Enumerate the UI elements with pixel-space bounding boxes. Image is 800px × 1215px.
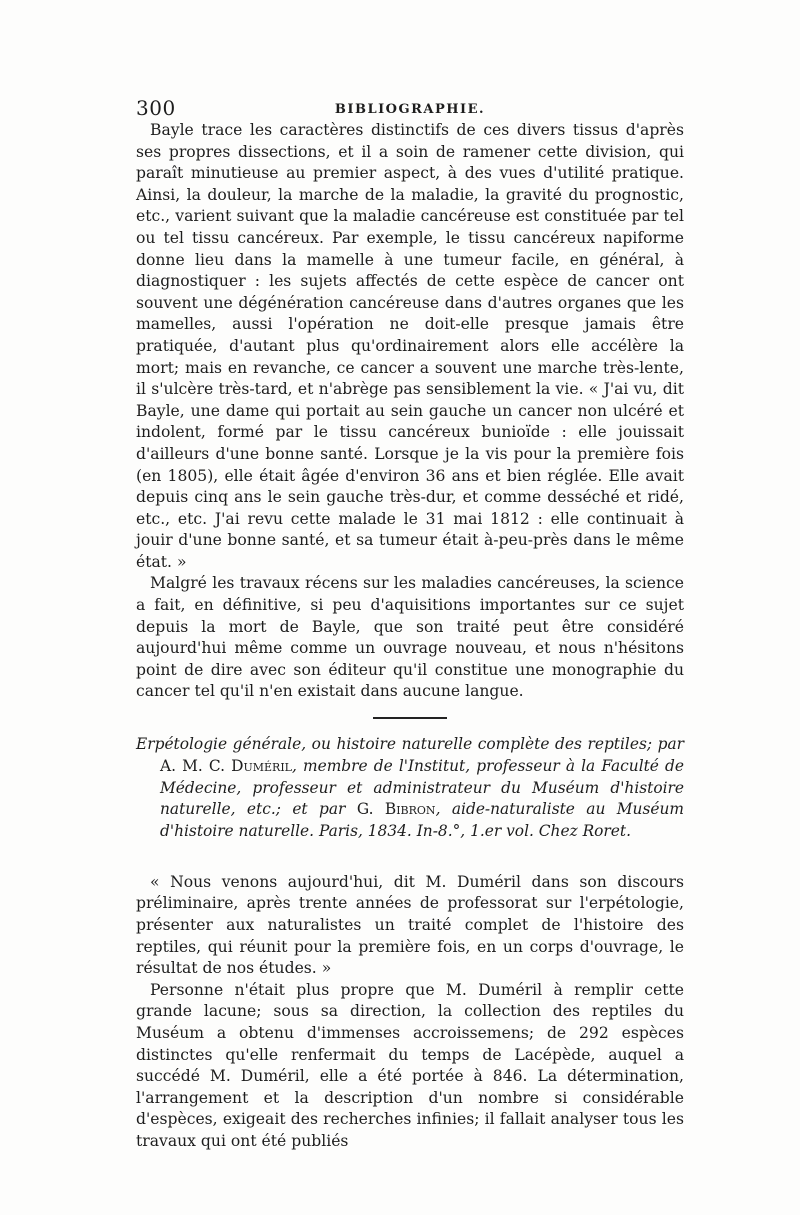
bayle-section [136,120,684,703]
author-name: A. M. C. Duméril [160,757,292,776]
body-paragraph: Bayle trace les caractères distinctifs de ces divers tissus d'après ses propres dissections, et il a soin de ramener cette division, qui paraît minutieuse au premier aspect, à des vues d'utilité pratique. Ainsi, la douleur, la marche de la maladie, la gravité du prognostic, etc., varient suivant que la maladie cancéreuse est constituée par tel ou tel tissu cancéreux. Par exemple, le tissu cancéreux napiforme donne lieu dans la mamelle à une tumeur facile, en général, à diagnostiquer : les sujets affectés de cette espèce de cancer ont souvent une dégénération cancéreuse dans d'autres organes que les mamelles, aussi l'opération ne doit-elle presque jamais être pratiquée, d'autant plus qu'ordinairement alors elle accélère la mort; mais en revanche, ce cancer a souvent une marche très-lente, il s'ulcère très-tard, et n'abrège pas sensiblement la vie. « J'ai vu, dit Bayle, une dame qui portait au sein gauche un cancer non ulcéré et indolent, formé par le tissu cancéreux bunioïde : elle jouissait d'ailleurs d'une bonne santé. Lorsque je la vis pour la première fois (en 1805), elle était âgée d'environ 36 ans et bien réglée. Elle avait depuis cinq ans le sein gauche très-dur, et comme desséché et ridé, etc., etc. J'ai revu cette malade le 31 mai 1812 : elle continuait à jouir d'une bonne santé, et sa tumeur était à-peu-près dans le même état. » [136,121,684,571]
author-name: G. Bibron [356,800,436,819]
review-section [136,872,684,1153]
body-paragraph: Personne n'était plus propre que M. Duméril à remplir cette grande lacune; sous sa direction, la collection des reptiles du Muséum a obtenu d'immenses accroissemens; de 292 espèces distinctes qu'elle renfermait du temps de Lacépède, auquel a succédé M. Duméril, elle a été portée à 846. La détermination, l'arrangement et la description d'un nombre si considérable d'espèces, exigeait des recherches infinies; il fallait analyser tous les travaux qui ont été publiés [136,980,684,1150]
imprint: Paris, 1834. In-8.°, 1.er vol. Chez Roret. [318,821,631,840]
book-page [136,96,684,1153]
page-number: 300 [136,96,176,120]
book-title: Erpétologie générale, ou histoire naturelle complète des reptiles; par [136,735,684,754]
body-paragraph: « Nous venons aujourd'hui, dit M. Duméril dans son discours préliminaire, après trente années de professorat sur l'erpétologie, présenter aux naturalistes un traité complet de l'histoire des reptiles, qui réunit pour la première fois, en un corps d'ouvrage, le résultat de nos études. » [136,872,684,978]
page-header [136,96,684,118]
author-description: , membre de l'Institut, professeur à la Faculté de Médecine, professeur et administrateur du Muséum d'histoire naturelle, etc.; et par [160,757,684,819]
section-divider [373,717,447,719]
body-paragraph: Malgré les travaux récens sur les maladies cancéreuses, la science a fait, en définitive, si peu d'aquisitions importantes sur ce sujet depuis la mort de Bayle, que son traité peut être considéré aujourd'hui même comme un ouvrage nouveau, et nous n'hésitons point de dire avec son éditeur qu'il constitue une monographie du cancer tel qu'il n'en existait dans aucune langue. [136,574,684,701]
running-title: BIBLIOGRAPHIE. [334,102,486,117]
author-description: , aide-naturaliste au Muséum d'histoire naturelle. [160,800,684,840]
bibliographic-entry [136,734,684,842]
